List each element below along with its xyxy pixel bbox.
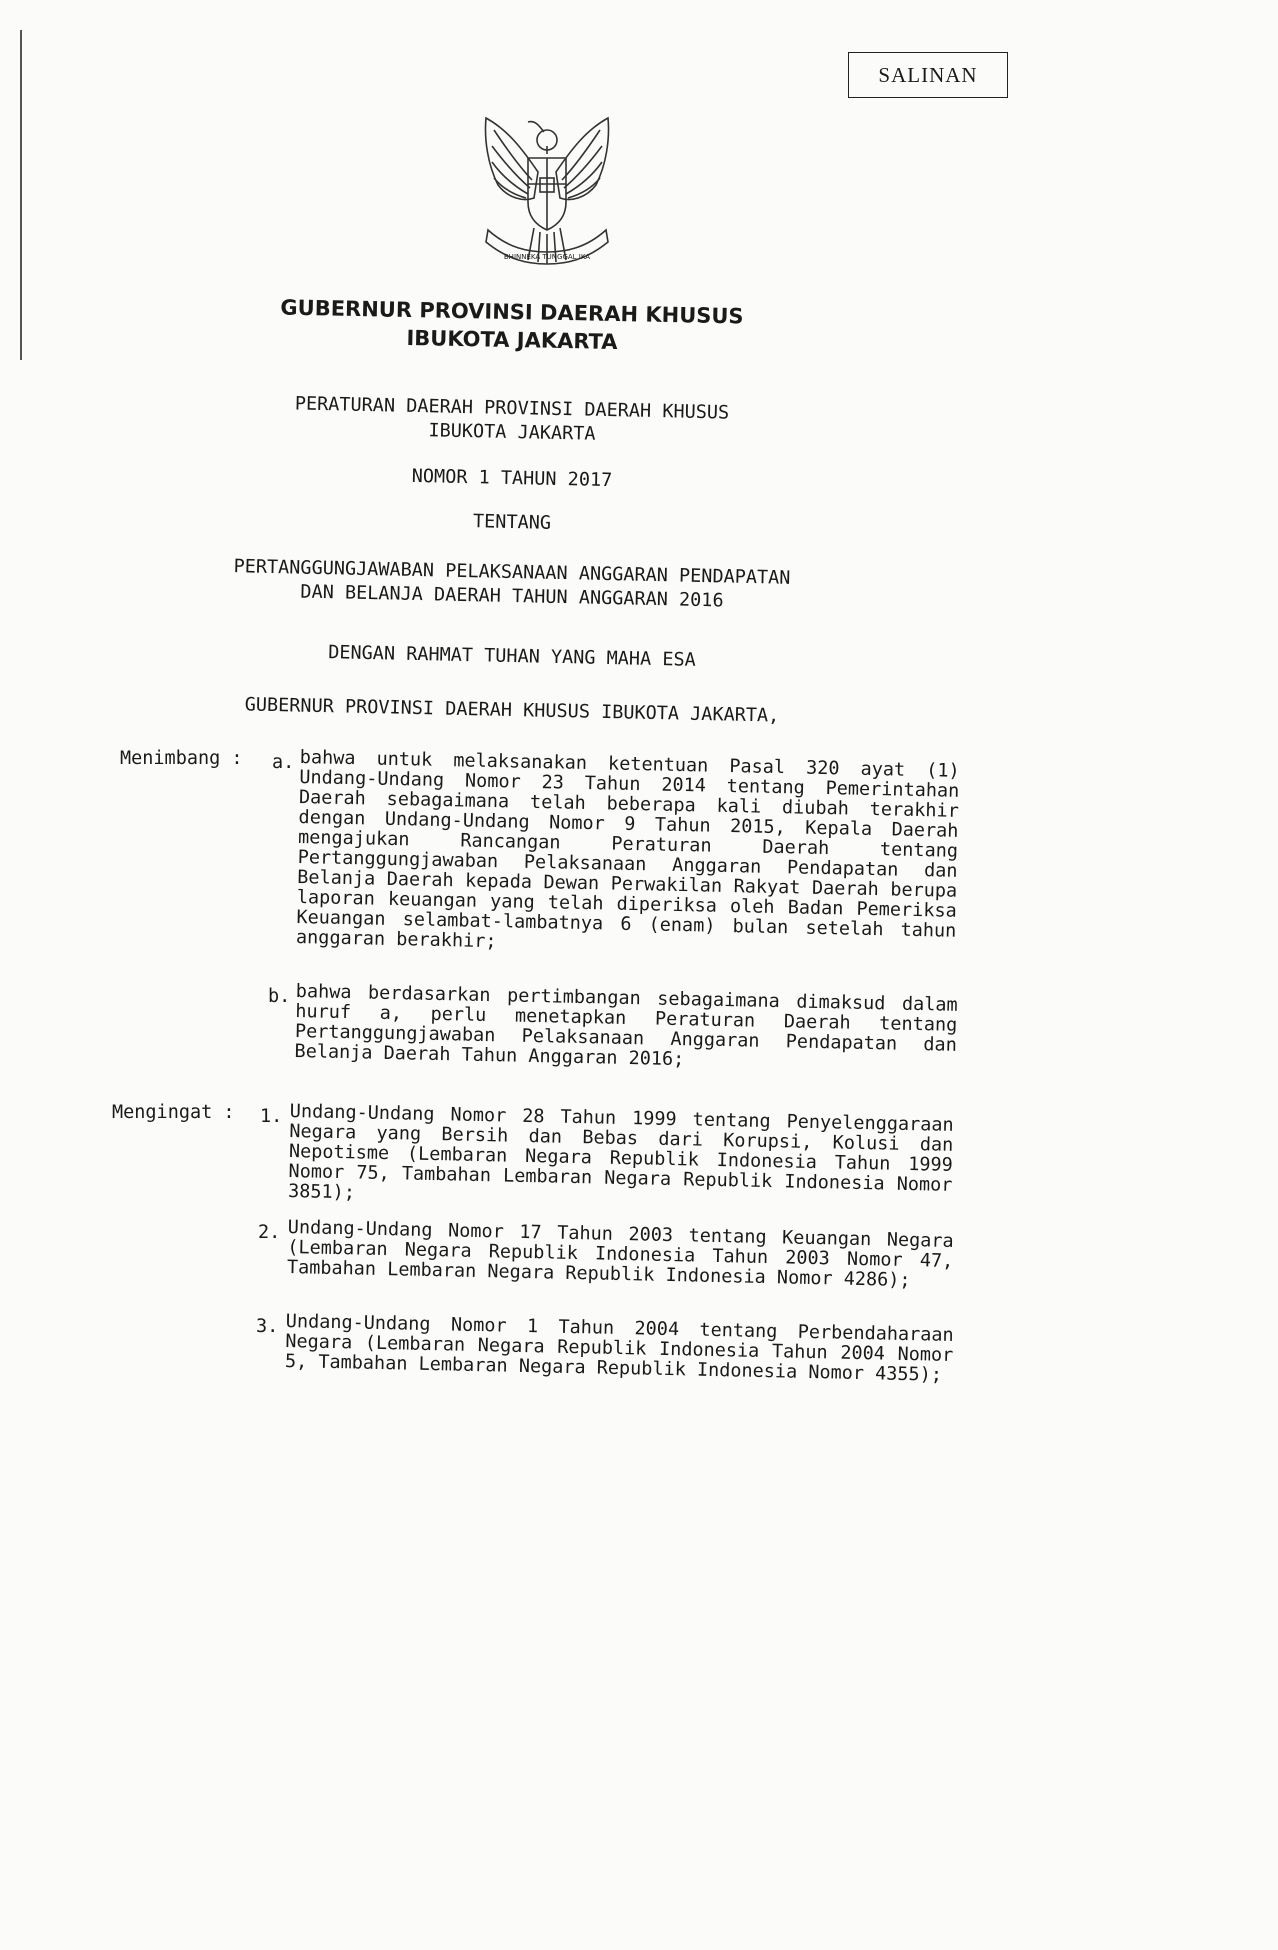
salinan-stamp: SALINAN [848, 52, 1008, 98]
mengingat-item-3-text: Undang-Undang Nomor 1 Tahun 2004 tentang Perbendaharaan Negara (Lembaran Negara Republik Indonesia Tahun 2004 Nomor 5, Tambahan Lembaran Negara Republik Indonesia Nomor 4355); [284, 1311, 954, 1386]
regulation-blessing: DENGAN RAHMAT TUHAN YANG MAHA ESA [328, 642, 696, 671]
mengingat-item-1-text: Undang-Undang Nomor 28 Tahun 1999 tentang Penyelenggaraan Negara yang Bersih dan Bebas dari Korupsi, Kolusi dan Nepotisme (Lembaran Negara Republik Indonesia Tahun 1999 Nomor 75, Tambahan Lembaran Negara Republik Indonesia Nomor 3851); [287, 1101, 954, 1204]
regulation-about: TENTANG [472, 511, 552, 534]
emblem-motto-text: BHINNEKA TUNGGAL IKA [503, 253, 591, 261]
header-line-1: GUBERNUR PROVINSI DAERAH KHUSUS [280, 295, 744, 329]
menimbang-label: Menimbang : [120, 748, 243, 769]
menimbang-item-a-marker: a. [272, 752, 295, 773]
mengingat-item-1-marker: 1. [260, 1106, 283, 1127]
menimbang-item-a-text: bahwa untuk melaksanakan ketentuan Pasal 320 ayat (1) Undang-Undang Nomor 23 Tahun 2014 tentang Pemerintahan Daerah sebagaimana telah beberapa kali diubah terakhir dengan Undang-Undang Nomor 9 Tahun 2015, Kepala Daerah mengajukan Rancangan Peraturan Daerah tentang Pertanggungjawaban Pelaksanaan Anggaran Pendapatan dan Belanja Daerah kepada Dewan Perwakilan Rakyat Daerah berupa laporan keuangan yang telah diperiksa oleh Badan Pemeriksa Keuangan selambat-lambatnya 6 (enam) bulan setelah tahun anggaran berakhir; [295, 747, 960, 953]
regulation-title-line-2: IBUKOTA JAKARTA [428, 420, 596, 445]
mengingat-item-2-marker: 2. [258, 1222, 281, 1243]
regulation-subject-line-2: DAN BELANJA DAERAH TAHUN ANGGARAN 2016 [300, 581, 724, 612]
mengingat-item-2-text: Undang-Undang Nomor 17 Tahun 2003 tentang Keuangan Negara (Lembaran Negara Republik Indonesia Tahun 2003 Nomor 47, Tambahan Lembaran Negara Republik Indonesia Nomor 4286); [286, 1217, 954, 1292]
regulation-title-line-1: PERATURAN DAERAH PROVINSI DAERAH KHUSUS [294, 393, 730, 424]
regulation-governor: GUBERNUR PROVINSI DAERAH KHUSUS IBUKOTA JAKARTA, [244, 694, 780, 727]
header-line-2: IBUKOTA JAKARTA [406, 325, 618, 355]
garuda-emblem-icon [468, 110, 626, 282]
regulation-subject-line-1: PERTANGGUNGJAWABAN PELAKSANAAN ANGGARAN PENDAPATAN [233, 556, 791, 589]
regulation-number: NOMOR 1 TAHUN 2017 [411, 465, 613, 492]
mengingat-label: Mengingat : [112, 1102, 235, 1123]
mengingat-item-3-marker: 3. [256, 1316, 279, 1337]
menimbang-item-b-marker: b. [268, 986, 291, 1007]
menimbang-item-b-text: bahwa berdasarkan pertimbangan sebagaimana dimaksud dalam huruf a, perlu menetapkan Peraturan Daerah tentang Pertanggungjawaban Pelaksanaan Anggaran Pendapatan dan Belanja Daerah Tahun Anggaran 2016; [294, 981, 958, 1071]
